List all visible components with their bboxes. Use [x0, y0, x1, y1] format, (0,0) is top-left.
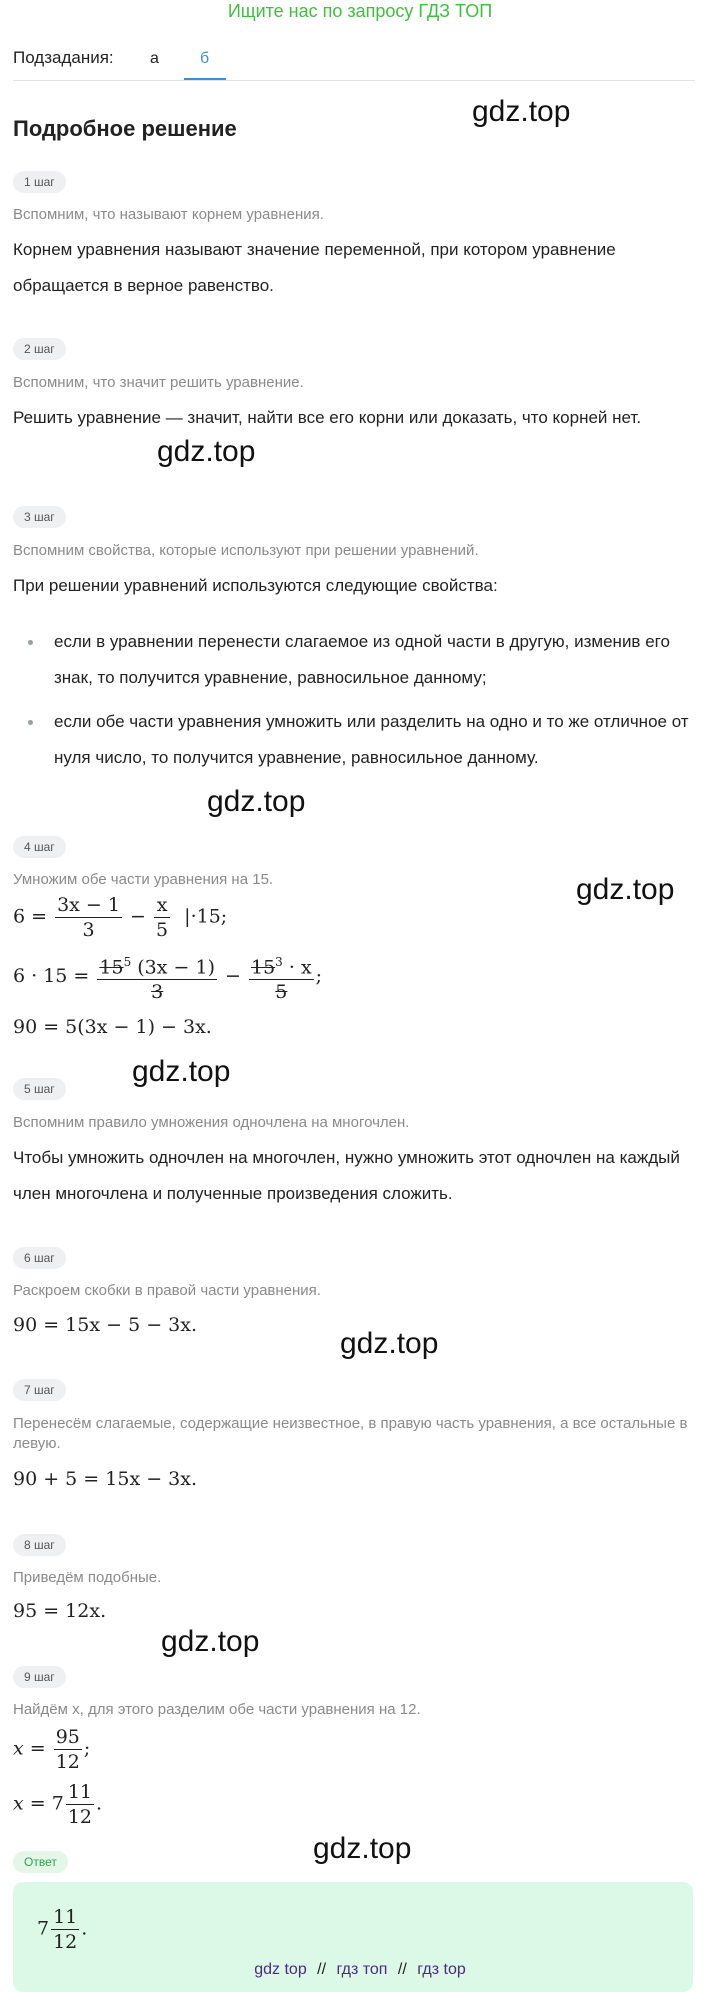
step-hint: Вспомним правило умножения одночлена на многочлен.: [13, 1114, 410, 1131]
step-badge: 5 шаг: [13, 1078, 66, 1100]
step-text: Чтобы умножить одночлен на многочлен, нужно умножить этот одночлен на каждый член многочлена и полученные произведения сложить.: [13, 1148, 680, 1203]
watermark: gdz.top: [161, 1625, 260, 1658]
watermark: gdz.top: [132, 1055, 231, 1088]
footer-link[interactable]: gdz top: [254, 1961, 307, 1978]
tab-a[interactable]: а: [150, 50, 159, 67]
step-hint: Вспомним свойства, которые используют при решении уравнений.: [13, 542, 479, 559]
step-badge: 2 шаг: [13, 338, 66, 360]
step-hint: Приведём подобные.: [13, 1569, 162, 1586]
footer-link[interactable]: гдз top: [417, 1961, 466, 1978]
bullet-dot: [28, 640, 33, 645]
promo-banner: Ищите нас по запросу ГДЗ ТОП: [227, 1, 493, 21]
bullet-item: если обе части уравнения умножить или разделить на одно и то же отличное от нуля число, то получится уравнение, равносильное данному.: [54, 712, 689, 767]
watermark: gdz.top: [313, 1832, 412, 1865]
step-hint: Раскроем скобки в правой части уравнения.: [13, 1282, 321, 1299]
watermark: gdz.top: [576, 873, 675, 906]
step-badge: 9 шаг: [13, 1666, 66, 1688]
equation-3: 90 = 5(3x − 1) − 3x.: [13, 1016, 212, 1038]
step-badge: 8 шаг: [13, 1534, 66, 1556]
watermark: gdz.top: [207, 785, 306, 818]
step-badge: 6 шаг: [13, 1247, 66, 1269]
bullet-item: если в уравнении перенести слагаемое из одной части в другую, изменив его знак, то получится уравнение, равносильное данному;: [54, 632, 670, 687]
equation-2: x = 7 $\frac{11}{12}$ .: [13, 1781, 103, 1828]
tab-b[interactable]: б: [200, 50, 210, 67]
step-hint: Вспомним, что значит решить уравнение.: [13, 374, 304, 391]
watermark: gdz.top: [157, 435, 256, 468]
watermark: gdz.top: [340, 1327, 439, 1360]
watermark: gdz.top: [472, 95, 571, 128]
subtasks-label: Подзадания:: [13, 48, 114, 67]
equation-2: 6 · 15 = $\frac{15^5 (3x - 1)}{3}$ − $\frac{15^3 \cdot x}{5}$ ;: [13, 950, 322, 1004]
step-hint: Найдём x, для этого разделим обе части уравнения на 12.: [13, 1701, 421, 1718]
equation-1: 6 = $\frac{3x - 1}{3}$ − $\frac{x}{5}$ |·15;: [13, 894, 228, 941]
footer-separator: //: [317, 1961, 327, 1978]
step-badge: 3 шаг: [13, 506, 66, 528]
equation-1: x = $\frac{95}{12}$ ;: [13, 1726, 91, 1773]
step-hint: Умножим обе части уравнения на 15.: [13, 871, 274, 888]
step-hint: Перенесём слагаемые, содержащие неизвестное, в правую часть уравнения, а все остальные в левую.: [13, 1415, 688, 1452]
footer-separator: //: [397, 1961, 407, 1978]
step-badge: 7 шаг: [13, 1379, 66, 1401]
footer-link[interactable]: гдз топ: [336, 1961, 388, 1978]
step-badge: 1 шаг: [13, 171, 66, 193]
footer-links: [0, 1961, 720, 1979]
step-text: Корнем уравнения называют значение переменной, при котором уравнение обращается в верное равенство.: [13, 240, 616, 295]
step-text: При решении уравнений используются следующие свойства:: [13, 576, 498, 595]
answer-value: 7 $\frac{11}{12}$ .: [37, 1906, 88, 1953]
step-badge: 4 шаг: [13, 836, 66, 858]
equation: 90 = 15x − 5 − 3x.: [13, 1314, 197, 1336]
page-title: Подробное решение: [13, 116, 237, 141]
bullet-dot: [28, 720, 33, 725]
equation: 95 = 12x.: [13, 1600, 107, 1622]
equation: 90 + 5 = 15x − 3x.: [13, 1468, 197, 1490]
step-hint: Вспомним, что называют корнем уравнения.: [13, 206, 324, 223]
answer-badge: Ответ: [13, 1851, 68, 1873]
divider: [13, 80, 695, 81]
step-text: Решить уравнение — значит, найти все его корни или доказать, что корней нет.: [13, 408, 642, 427]
